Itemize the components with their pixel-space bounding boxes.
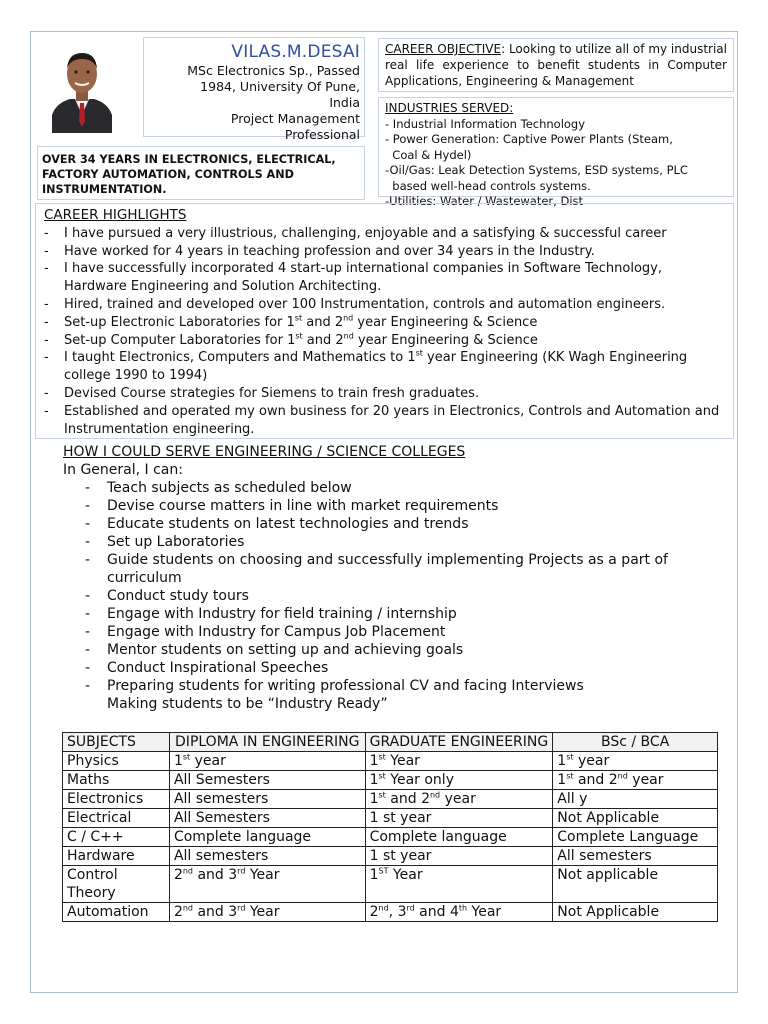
table-cell: 2nd, 3rd and 4th Year bbox=[365, 903, 553, 922]
table-cell: All semesters bbox=[553, 847, 718, 866]
table-cell: Complete language bbox=[365, 828, 553, 847]
subject-cell: Hardware bbox=[63, 847, 170, 866]
table-cell: 2nd and 3rd Year bbox=[169, 866, 365, 903]
table-row bbox=[63, 752, 718, 771]
serve-section bbox=[63, 443, 723, 713]
table-cell: 2nd and 3rd Year bbox=[169, 903, 365, 922]
table-cell: 1st Year only bbox=[365, 771, 553, 790]
table-row bbox=[63, 828, 718, 847]
highlight-item: - Set-up Computer Laboratories for 1st and 2nd year Engineering & Science bbox=[44, 332, 725, 350]
industry-item: -Utilities: Water / Wastewater, Dist bbox=[385, 194, 584, 208]
serve-title: HOW I COULD SERVE ENGINEERING / SCIENCE COLLEGES bbox=[63, 444, 466, 460]
subject-cell: Maths bbox=[63, 771, 170, 790]
table-cell: All semesters bbox=[169, 790, 365, 809]
subject-cell: Automation bbox=[63, 903, 170, 922]
table-header-row bbox=[63, 733, 718, 752]
table-cell: Not applicable bbox=[553, 866, 718, 903]
table-cell: 1st and 2nd year bbox=[365, 790, 553, 809]
subject-cell: C / C++ bbox=[63, 828, 170, 847]
table-cell: Complete language bbox=[169, 828, 365, 847]
serve-item: - Conduct study tours bbox=[63, 587, 723, 605]
table-row bbox=[63, 771, 718, 790]
table-row bbox=[63, 809, 718, 828]
subject-cell: Physics bbox=[63, 752, 170, 771]
industry-item: -Oil/Gas: Leak Detection Systems, ESD systems, PLC bbox=[385, 163, 688, 177]
serve-item: - Teach subjects as scheduled below bbox=[63, 479, 723, 497]
resume-page bbox=[30, 31, 738, 993]
objective-label: CAREER OBJECTIVE bbox=[385, 42, 502, 56]
table-row bbox=[63, 903, 718, 922]
industry-item: - Industrial Information Technology bbox=[385, 116, 586, 131]
table-cell: Not Applicable bbox=[553, 809, 718, 828]
highlight-item: - Set-up Electronic Laboratories for 1st and 2nd year Engineering & Science bbox=[44, 314, 725, 332]
serve-item: - Mentor students on setting up and achieving goals bbox=[63, 641, 723, 659]
table-cell: All Semesters bbox=[169, 809, 365, 828]
industry-item: Coal & Hydel) bbox=[385, 147, 472, 162]
industry-item: - Power Generation: Captive Power Plants (Steam, bbox=[385, 132, 673, 146]
serve-item: - Set up Laboratories bbox=[63, 533, 723, 551]
table-cell: 1st Year bbox=[365, 752, 553, 771]
table-cell: 1ST Year bbox=[365, 866, 553, 903]
table-row bbox=[63, 866, 718, 903]
photo-box bbox=[35, 36, 139, 140]
career-objective bbox=[378, 38, 734, 92]
qualification: MSc Electronics Sp., Passed 1984, University Of Pune, India Project Management Professional bbox=[187, 63, 360, 142]
table-cell: All semesters bbox=[169, 847, 365, 866]
serve-item: - Devise course matters in line with market requirements bbox=[63, 497, 723, 515]
serve-item: - Engage with Industry for field training / internship bbox=[63, 605, 723, 623]
highlight-item: - Established and operated my own business for 20 years in Electronics, Controls and Automation and Instrumentation engineering. bbox=[44, 403, 725, 439]
serve-tail: Making students to be “Industry Ready” bbox=[107, 696, 388, 712]
table-row bbox=[63, 847, 718, 866]
objective-text: : Looking to utilize all of my industrial real life experience to benefit students in Computer Applications, Engineering & Management bbox=[385, 42, 727, 88]
serve-item: - Educate students on latest technologies and trends bbox=[63, 515, 723, 533]
table-cell: All y bbox=[553, 790, 718, 809]
industry-item: based well-head controls systems. bbox=[385, 178, 591, 193]
table-body bbox=[63, 752, 718, 922]
subject-cell: Control Theory bbox=[63, 866, 170, 903]
highlight-item: - I have successfully incorporated 4 start-up international companies in Software Technology, Hardware Engineering and Solution Architecting. bbox=[44, 260, 725, 296]
highlight-item: - I have pursued a very illustrious, challenging, enjoyable and a satisfying & successful career bbox=[44, 225, 725, 243]
serve-intro: In General, I can: bbox=[63, 462, 183, 478]
subject-cell: Electronics bbox=[63, 790, 170, 809]
serve-item: - Engage with Industry for Campus Job Placement bbox=[63, 623, 723, 641]
table-cell: 1 st year bbox=[365, 809, 553, 828]
profile-photo bbox=[48, 41, 116, 133]
table-cell: Not Applicable bbox=[553, 903, 718, 922]
career-highlights bbox=[35, 203, 734, 439]
column-header: GRADUATE ENGINEERING bbox=[365, 733, 553, 752]
experience-summary: OVER 34 YEARS IN ELECTRONICS, ELECTRICAL, FACTORY AUTOMATION, CONTROLS AND INSTRUMENTATION. bbox=[37, 146, 365, 200]
table-cell: 1st and 2nd year bbox=[553, 771, 718, 790]
table-cell: 1 st year bbox=[365, 847, 553, 866]
highlight-item: - Have worked for 4 years in teaching profession and over 34 years in the Industry. bbox=[44, 243, 725, 261]
name-box bbox=[143, 37, 365, 142]
highlight-item: - I taught Electronics, Computers and Mathematics to 1st year Engineering (KK Wagh Engineering college 1990 to 1994) bbox=[44, 349, 725, 385]
industries-served bbox=[378, 97, 734, 208]
column-header: BSc / BCA bbox=[553, 733, 718, 752]
industries-title: INDUSTRIES SERVED: bbox=[385, 101, 514, 115]
serve-item: - Preparing students for writing professional CV and facing Interviews bbox=[63, 677, 723, 695]
column-header: DIPLOMA IN ENGINEERING bbox=[169, 733, 365, 752]
table-cell: All Semesters bbox=[169, 771, 365, 790]
serve-item: - Conduct Inspirational Speeches bbox=[63, 659, 723, 677]
subjects-table bbox=[62, 732, 718, 922]
table-row bbox=[63, 790, 718, 809]
table-cell: 1st year bbox=[553, 752, 718, 771]
table-cell: 1st year bbox=[169, 752, 365, 771]
highlights-title: CAREER HIGHLIGHTS bbox=[44, 207, 187, 223]
table-cell: Complete Language bbox=[553, 828, 718, 847]
subject-cell: Electrical bbox=[63, 809, 170, 828]
highlight-item: - Hired, trained and developed over 100 Instrumentation, controls and automation engineers. bbox=[44, 296, 725, 314]
serve-item: - Guide students on choosing and successfully implementing Projects as a part of curriculum bbox=[63, 551, 723, 587]
highlight-item: - Devised Course strategies for Siemens to train fresh graduates. bbox=[44, 385, 725, 403]
candidate-name: VILAS.M.DESAI bbox=[231, 42, 360, 62]
column-header: SUBJECTS bbox=[63, 733, 170, 752]
